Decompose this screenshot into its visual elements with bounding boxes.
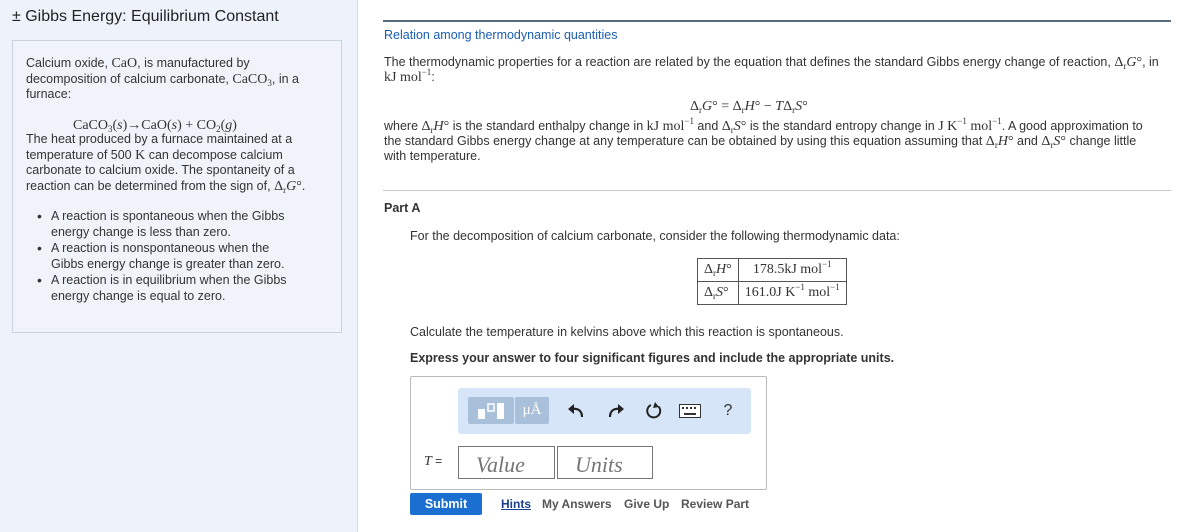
section-link[interactable]: Relation among thermodynamic quantities [384, 28, 618, 42]
review-part-link[interactable]: Review Part [681, 497, 750, 511]
intro-paragraph-1: Calcium oxide, CaO, is manufactured by decomposition of calcium carbonate, CaCO$_3$, in a furnace: [26, 56, 299, 101]
description-paragraph-2: where $\Delta_rH^\circ$ is the standard enthalpy change in kJ mol$^{-1}$ and $\Delta_rS^\circ$ is the standard entropy change in J $K^{-1}$ mol$^{-1}$. A good approximation to the standard Gibbs energy change at any temperature can be obtained by using this equation assuming that $\Delta_rH^\circ$ and $\Delta_rS^\circ$ change little with temperature. [384, 116, 1143, 163]
table-row [698, 259, 847, 282]
keyboard-icon[interactable] [679, 403, 701, 419]
bullet-item: • A reaction is spontaneous when the Gibbs energy change is less than zero. [51, 209, 291, 240]
templates-icon [476, 401, 506, 421]
units-button[interactable]: μÅ [515, 397, 549, 424]
entropy-symbol: $\Delta_rS^\circ$ [698, 282, 739, 305]
bullet-list [51, 209, 291, 305]
intro-box [12, 40, 342, 333]
give-up-link[interactable]: Give Up [624, 497, 670, 511]
bullet-item: • A reaction is in equilibrium when the Gibbs energy change is equal to zero. [51, 273, 291, 304]
entropy-value: 161.0J $K^{-1}$ mol$^{-1}$ [738, 282, 846, 305]
part-label: Part A [384, 201, 421, 215]
enthalpy-value: 178.5kJ mol$^{-1}$ [738, 259, 846, 282]
hints-link[interactable]: Hints [501, 497, 531, 511]
page-title: ± Gibbs Energy: Equilibrium Constant [12, 8, 279, 25]
table-row [698, 282, 847, 305]
enthalpy-symbol: $\Delta_rH^\circ$ [698, 259, 739, 282]
redo-icon[interactable] [606, 401, 626, 421]
question-text: Calculate the temperature in kelvins above which this reaction is spontaneous. [410, 325, 844, 339]
help-icon[interactable]: ? [723, 402, 733, 419]
value-input[interactable] [458, 446, 555, 479]
templates-button[interactable] [468, 397, 514, 424]
reaction-equation: CaCO$_3$(s)→CaO(s) + $CO_2(g)$ [73, 118, 237, 134]
bullet-item: • A reaction is nonspontaneous when the Gibbs energy change is greater than zero. [51, 241, 291, 272]
description-paragraph-1: The thermodynamic properties for a reaction are related by the equation that defines the standard Gibbs energy change of reaction, $\Delta_rG^\circ$, in kJ mol$^{-1}$: [384, 55, 1159, 85]
intro-paragraph-2: The heat produced by a furnace maintained at a temperature of 500 K can decompose calcium carbonate to calcium oxide. The spontaneity of a reaction can be determined from the sign of, $\Delta_rG^\circ$. [26, 132, 306, 195]
units-input[interactable] [557, 446, 653, 479]
top-divider [383, 20, 1171, 22]
section-divider [383, 190, 1171, 191]
left-panel [0, 0, 358, 532]
my-answers-link[interactable]: My Answers [542, 497, 612, 511]
submit-button[interactable]: Submit [410, 493, 482, 515]
math-toolbar [458, 388, 751, 434]
gibbs-equation: $\Delta_rG^\circ = \Delta_rH^\circ - T\Delta_rS^\circ$ [690, 99, 808, 115]
reset-icon[interactable] [644, 401, 664, 421]
undo-icon[interactable] [566, 401, 586, 421]
thermo-data-table [697, 258, 847, 305]
part-intro: For the decomposition of calcium carbonate, consider the following thermodynamic data: [410, 229, 900, 243]
instruction-text: Express your answer to four significant figures and include the appropriate units. [410, 351, 895, 365]
answer-box [410, 376, 767, 490]
answer-variable-label: T = [424, 454, 443, 469]
